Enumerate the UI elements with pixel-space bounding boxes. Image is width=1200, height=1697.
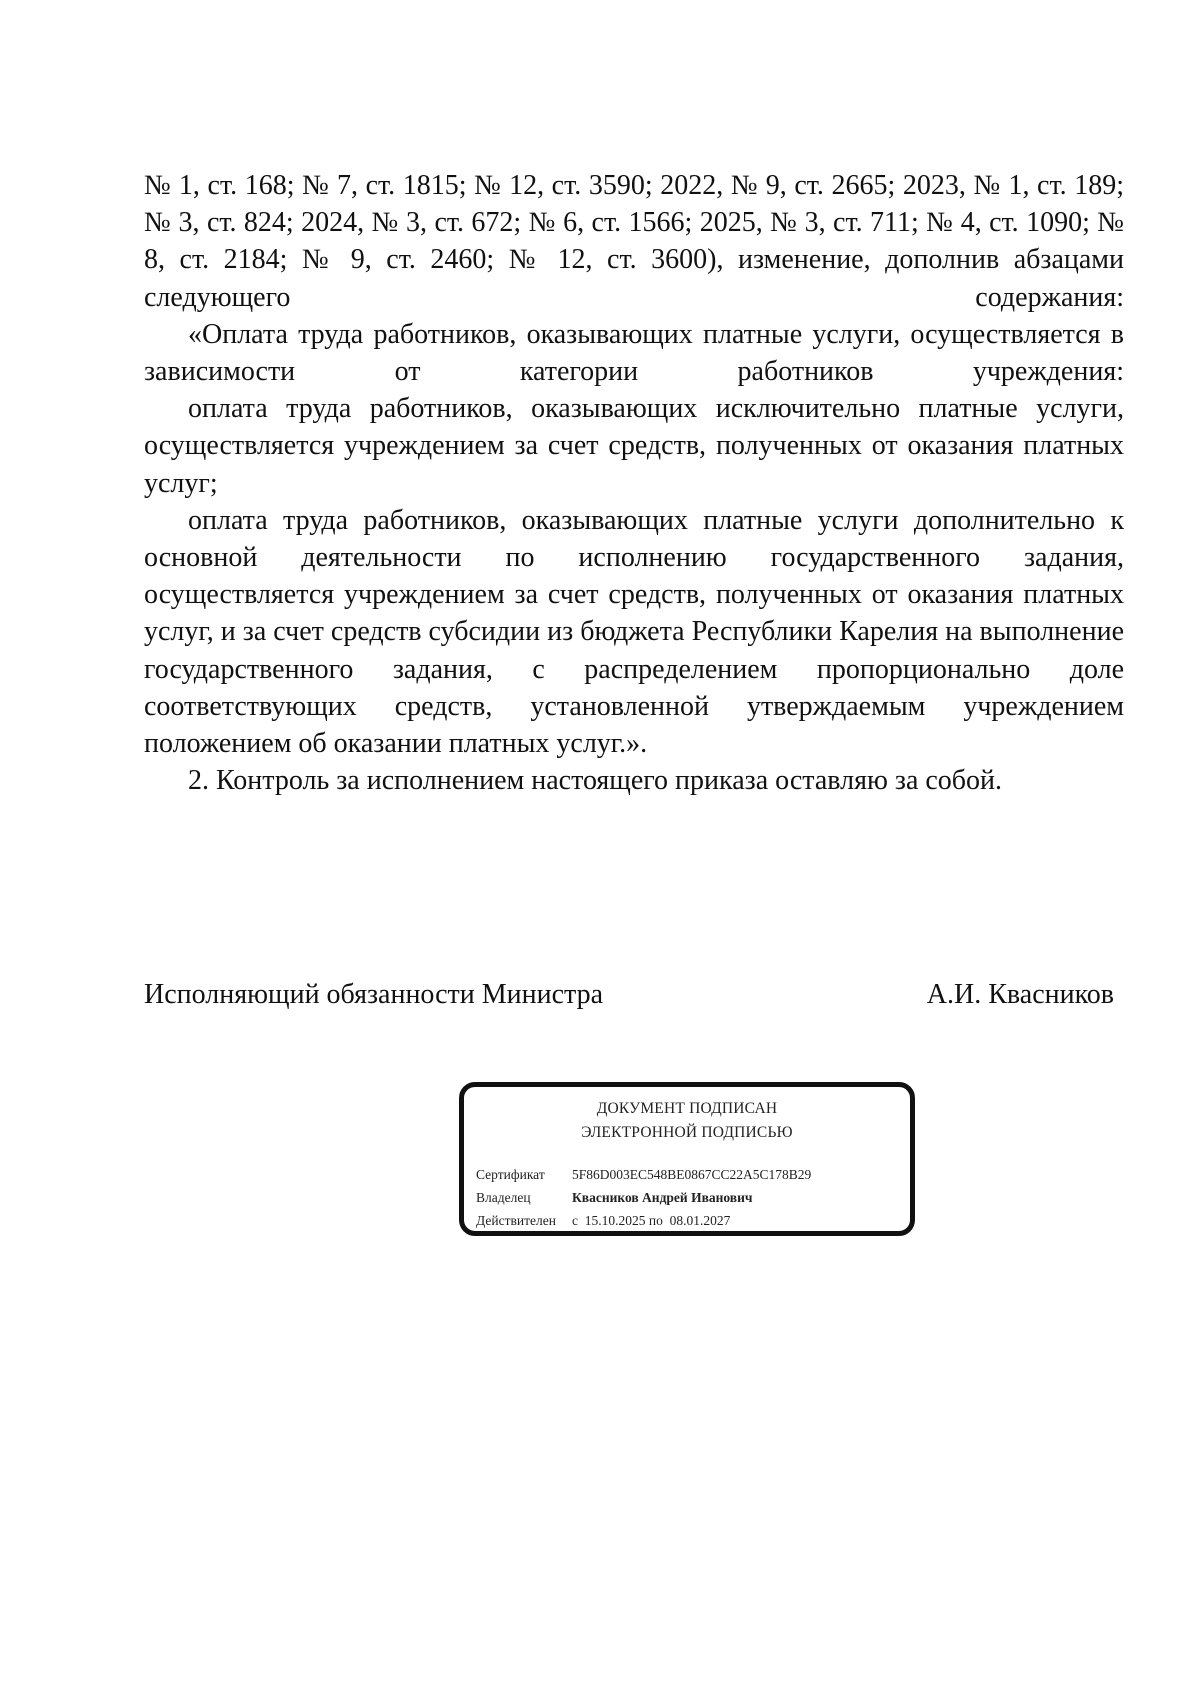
stamp-validity-to-date: 08.01.2027: [669, 1213, 731, 1228]
stamp-certificate-value: 5F86D003EC548BE0867CC22A5C178B29: [572, 1167, 812, 1182]
stamp-validity-from-word: с: [572, 1213, 578, 1228]
stamp-title-line2: ЭЛЕКТРОННОЙ ПОДПИСЬЮ: [581, 1124, 793, 1141]
stamp-validity-row: [476, 1213, 730, 1229]
paragraph-paid-services-only: оплата труда работников, оказывающих исключительно платные услуги, осуществляется учреждением за счет средств, полученных от оказания платных услуг;: [144, 393, 1124, 499]
stamp-title-line1: ДОКУМЕНТ ПОДПИСАН: [596, 1100, 778, 1117]
document-body: [144, 167, 1124, 799]
signatory-name: А.И. Квасников: [926, 979, 1114, 1010]
stamp-owner-value: Квасников Андрей Иванович: [572, 1190, 753, 1205]
stamp-validity-label: Действителен: [476, 1213, 556, 1228]
stamp-certificate-label: Сертификат: [476, 1167, 545, 1182]
paragraph-control-clause: 2. Контроль за исполнением настоящего приказа оставляю за собой.: [188, 765, 1003, 797]
stamp-owner-row: [476, 1190, 752, 1206]
signature-block: [144, 976, 1114, 1013]
electronic-signature-stamp: [459, 1082, 915, 1236]
paragraph-amendment-intro: «Оплата труда работников, оказывающих платные услуги, осуществляется в зависимости от категории работников учреждения:: [144, 318, 1124, 388]
stamp-certificate-row: [476, 1167, 811, 1183]
stamp-validity-from-date: 15.10.2025: [584, 1213, 646, 1228]
stamp-validity-to-word: по: [648, 1213, 663, 1228]
paragraph-paid-services-additional: оплата труда работников, оказывающих платные услуги дополнительно к основной деятельности по исполнению государственного задания, осуществляется учреждением за счет средств, полученных от оказания платных услуг, и за счет средств субсидии из бюджета Республики Карелия на выполнение государственного задания, с распределением пропорционально доле соответствующих средств, установленной утверждаемым учреждением положением об оказании платных услуг.».: [144, 504, 1124, 760]
signatory-position: Исполняющий обязанности Министра: [144, 979, 604, 1010]
paragraph-citation-continuation: № 1, ст. 168; № 7, ст. 1815; № 12, ст. 3590; 2022, № 9, ст. 2665; 2023, № 1, ст. 189; № 3, ст. 824; 2024, № 3, ст. 672; № 6, ст. 1566; 2025, № 3, ст. 711; № 4, ст. 1090; № 8, ст. 2184; № 9, ст. 2460; № 12, ст. 3600), изменение, дополнив абзацами следующего содержания:: [144, 170, 1124, 313]
stamp-owner-label: Владелец: [476, 1190, 531, 1205]
